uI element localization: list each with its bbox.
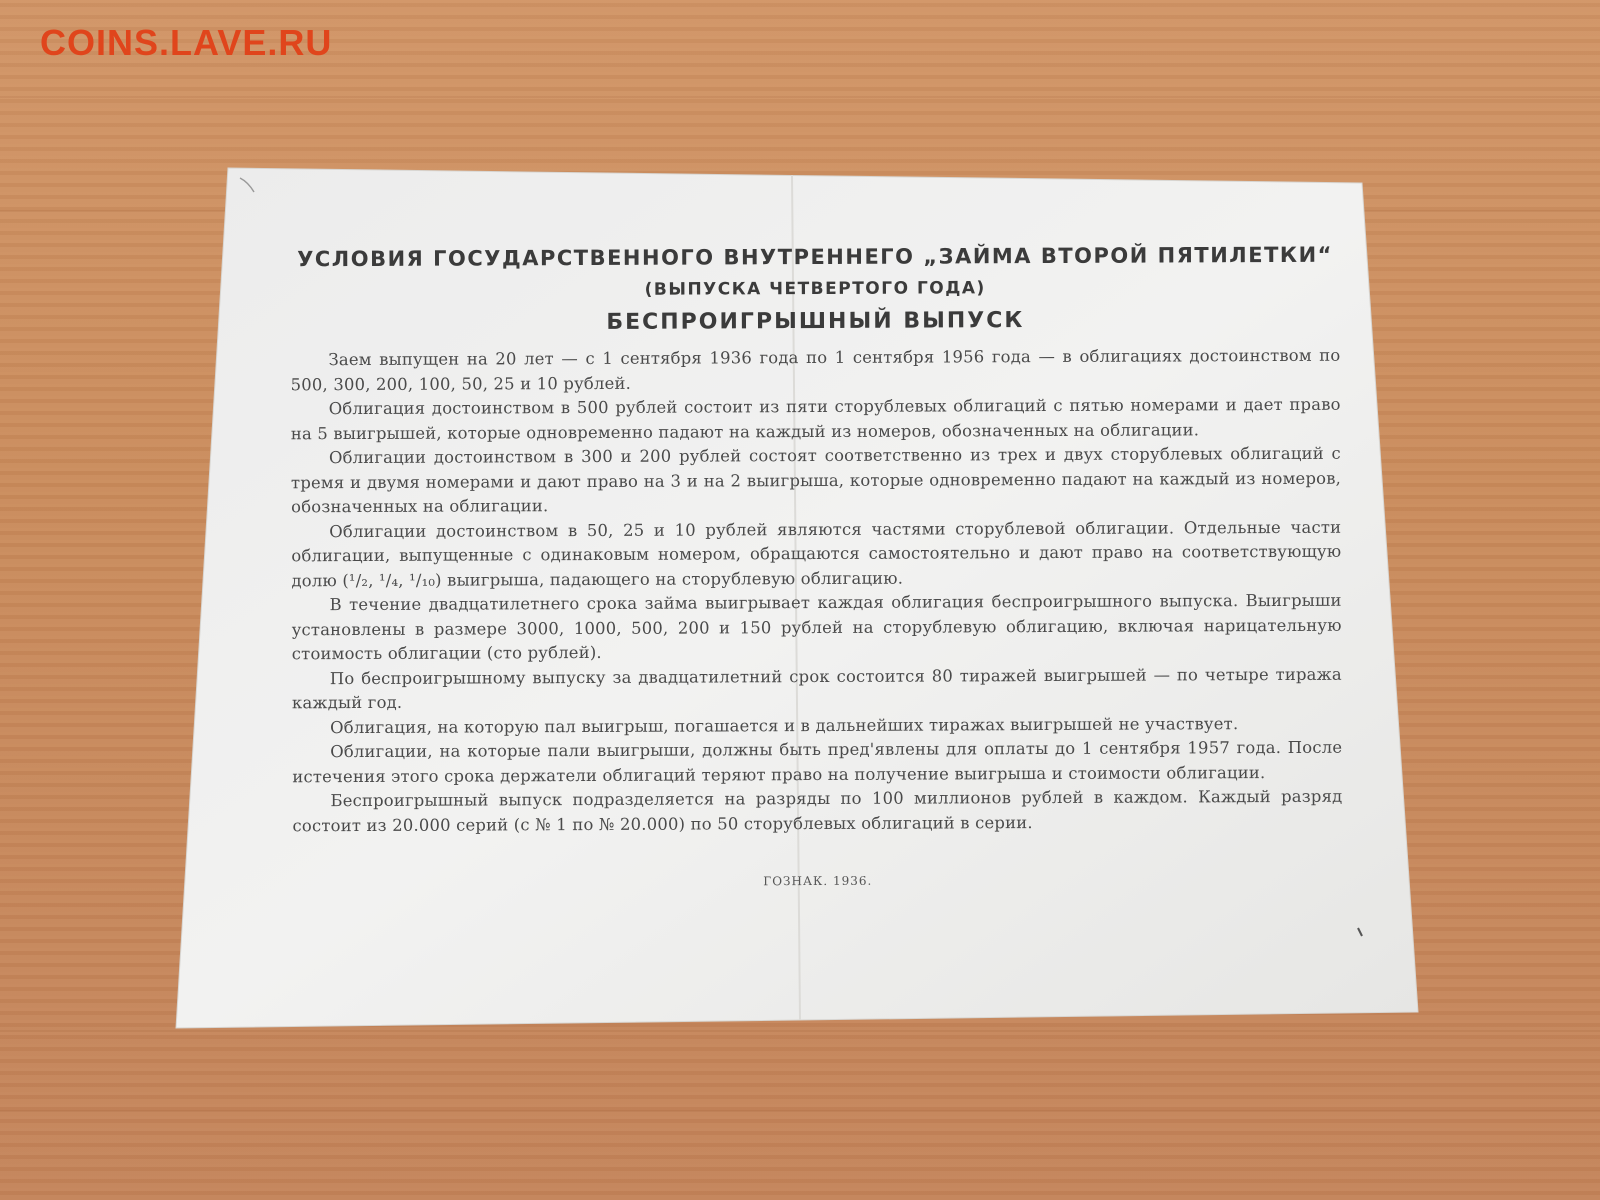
document-title: УСЛОВИЯ ГОСУДАРСТВЕННОГО ВНУТРЕННЕГО „ЗАЙМА ВТОРОЙ ПЯТИЛЕТКИ“ (297, 242, 1333, 272)
paragraph: Облигации достоинством в 50, 25 и 10 рублей являются частями сторублевой облигации. Отдельные части облигации, выпущенные с одинаковым номером, обращаются самостоятельно и дают право на соответствующую долю (¹/₂, ¹/₄, ¹/₁₀) выигрыша, падающего на сторублевую облигацию. (291, 517, 1342, 590)
bond-conditions-text (290, 243, 1343, 891)
document-subtitle: (ВЫПУСКА ЧЕТВЕРТОГО ГОДА) (644, 278, 986, 300)
paragraph: Облигации, на которые пали выигрыши, должны быть пред'явлены для оплаты до 1 сентября 1957 года. После истечения этого срока держатели облигаций теряют право на получение выигрыша и стоимости облигации. (292, 737, 1343, 786)
issue-type-heading: БЕСПРОИГРЫШНЫЙ ВЫПУСК (606, 308, 1025, 335)
paragraph: Облигации достоинством в 300 и 200 рублей состоят соответственно из трех и двух сторублевых облигаций с тремя и двумя номерами и дают право на 3 и на 2 выигрыша, которые одновременно падают на каждый из номеров, обозначенных на облигации. (290, 443, 1342, 517)
site-watermark: COINS.LAVE.RU (40, 22, 333, 63)
paragraph: Облигация достоинством в 500 рублей состоит из пяти сторублевых облигаций с пятью номерами и дает право на 5 выигрышей, которые одновременно падают на каждый из номеров, обозначенных на облигации. (290, 394, 1341, 443)
paragraph: По беспроигрышному выпуску за двадцатилетний срок состоится 80 тиражей выигрышей — по четыре тиража каждый год. (291, 664, 1342, 713)
paragraph: Беспроигрышный выпуск подразделяется на разряды по 100 миллионов рублей в каждом. Каждый разряд состоит из 20.000 серий (с № 1 по № 20.000) по 50 сторублевых облигаций в серии. (292, 786, 1343, 835)
printer-imprint: ГОЗНАК. 1936. (763, 873, 873, 889)
paragraph: Заем выпущен на 20 лет — с 1 сентября 1936 года по 1 сентября 1956 года — в облигациях достоинством по 500, 300, 200, 100, 50, 25 и 10 рублей. (290, 345, 1341, 394)
paragraph: Облигация, на которую пал выигрыш, погашается и в дальнейших тиражах выигрышей не участвует. (330, 713, 1239, 737)
conditions-paragraphs (290, 344, 1342, 839)
paragraph: В течение двадцатилетнего срока займа выигрывает каждая облигация беспроигрышного выпуска. Выигрыши установлены в размере 3000, 1000, 500, 200 и 150 рублей на сторублевую облигацию, включая нарицательную стоимость облигации (сто рублей). (291, 590, 1342, 664)
